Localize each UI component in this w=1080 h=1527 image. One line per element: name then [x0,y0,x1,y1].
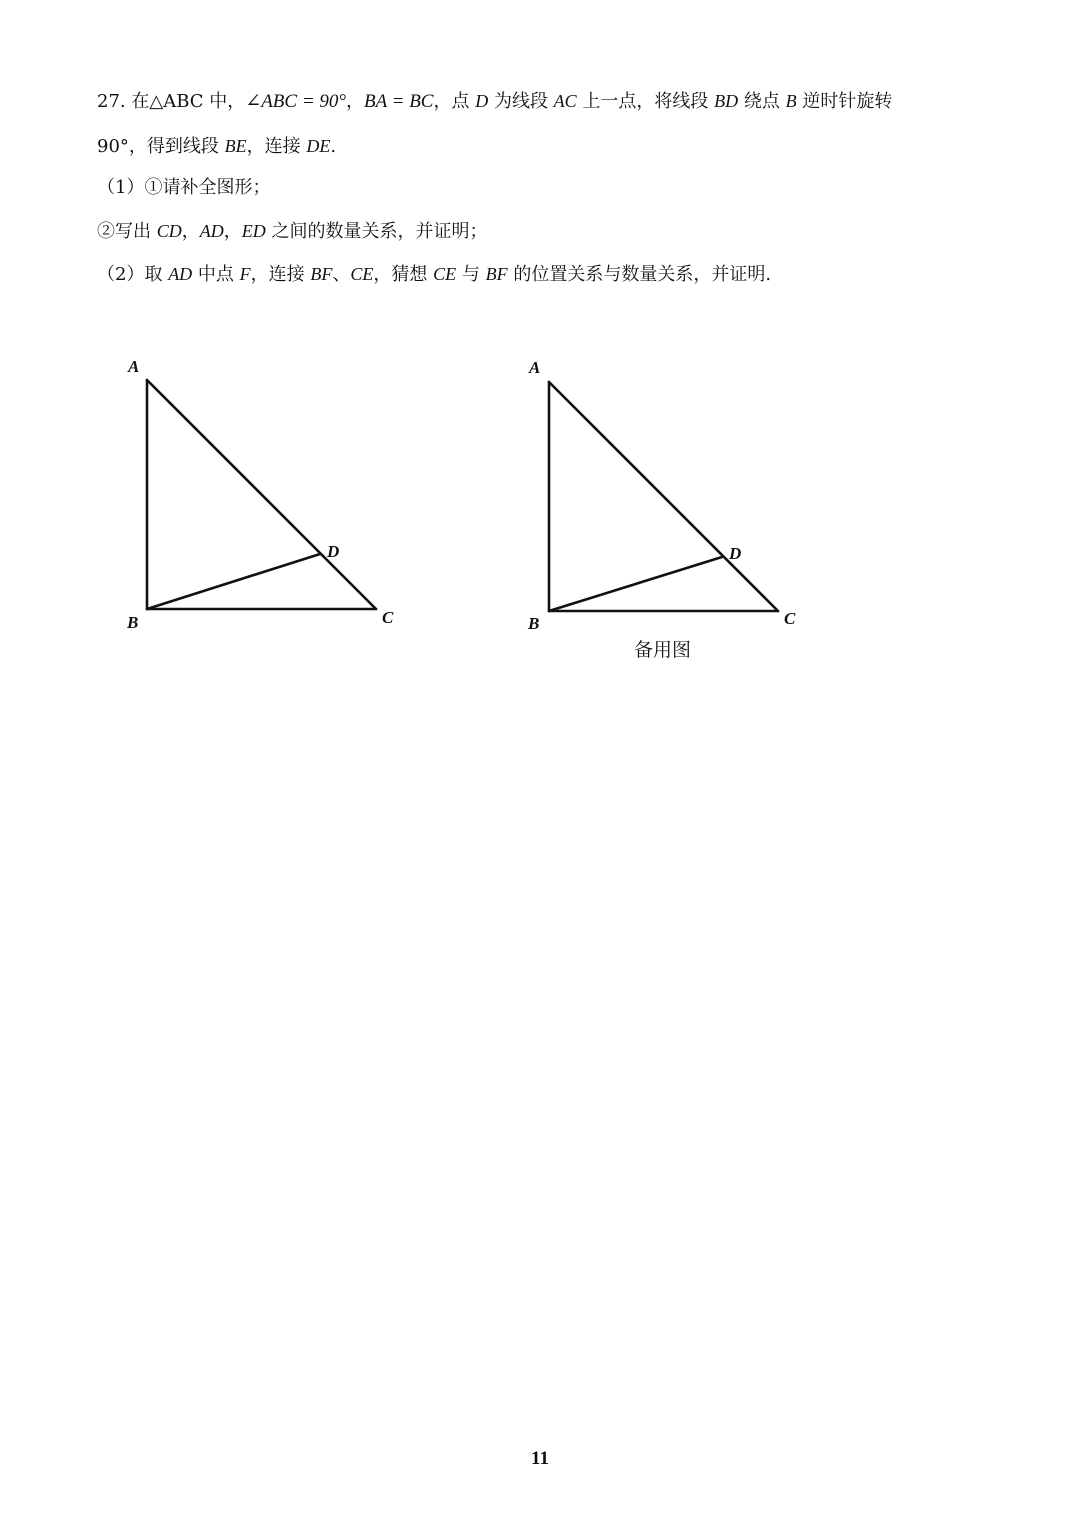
label-d: D [327,542,340,561]
label-b: B [528,614,540,633]
problem-line-1: 27. 在△ABC 中，∠ABC = 90°，BA = BC，点 D 为线段 AC 上一点，将线段 BD 绕点 B 逆时针旋转 [97,91,893,112]
label-b: B [127,613,139,632]
part-1b-question: ②写出 CD，AD，ED 之间的数量关系，并证明； [97,221,488,242]
segment-ac [549,382,778,611]
label-d: D [729,544,742,563]
page-number: 11 [531,1448,549,1469]
angle-condition: ∠ABC = 90° [245,91,347,112]
equal-sides-condition: BA = BC [364,91,434,112]
label-a: A [128,357,140,376]
problem-number: 27. [97,91,126,112]
label-c: C [382,608,394,627]
label-a: A [529,358,541,377]
spare-figure-caption: 备用图 [634,639,692,661]
label-c: C [784,609,796,628]
part-1-question: （1）①请补全图形； [97,177,271,198]
problem-line-2: 90°，得到线段 BE，连接 DE. [97,136,337,157]
part-2-question: （2）取 AD 中点 F，连接 BF、CE，猜想 CE 与 BF 的位置关系与数量关系，并证明. [97,264,772,285]
triangle-figure-spare [0,0,1080,700]
segment-bd [549,557,722,611]
